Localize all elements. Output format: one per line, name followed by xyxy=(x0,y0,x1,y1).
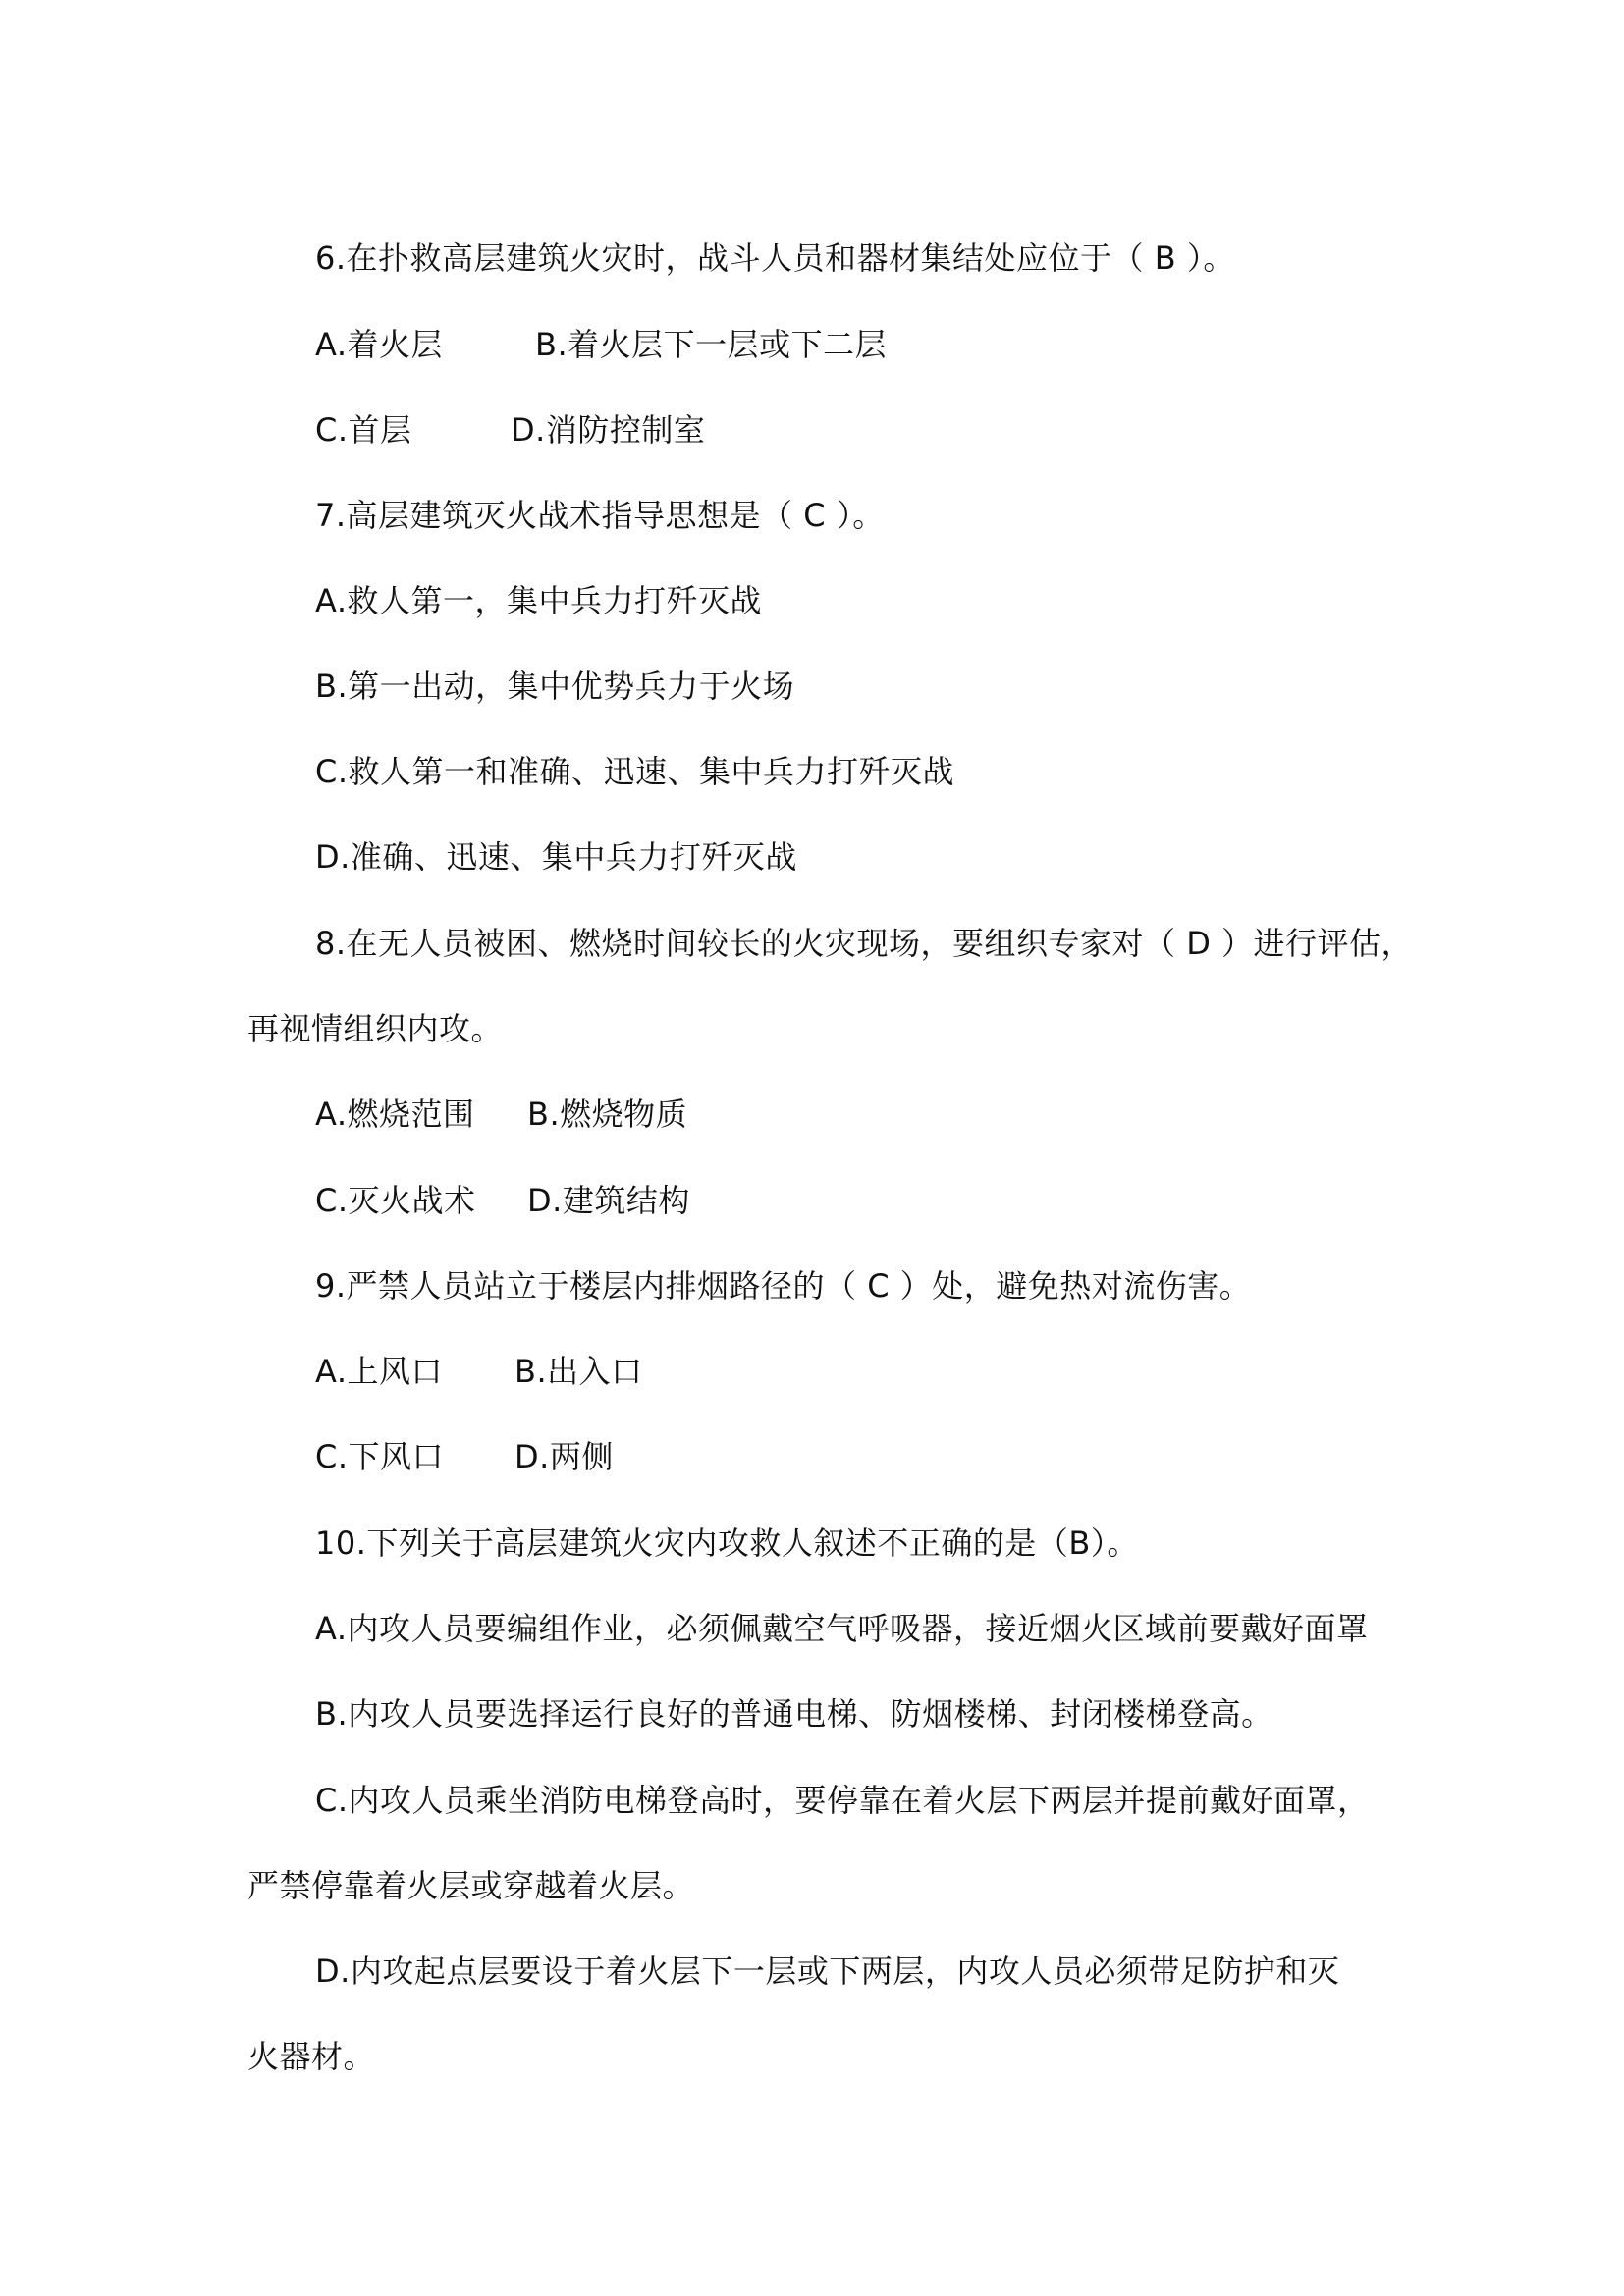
question-8-stem-line2: 再视情组织内攻。 xyxy=(247,1010,504,1047)
question-7-option-b: B.第一出动，集中优势兵力于火场 xyxy=(315,667,795,705)
question-9-options-row2 xyxy=(315,1437,614,1476)
question-7-option-a: A.救人第一，集中兵力打歼灭战 xyxy=(315,582,763,619)
question-8-stem-line1: 8.在无人员被困、燃烧时间较长的火灾现场，要组织专家对（ D ）进行评估， xyxy=(315,925,1414,962)
question-10-option-c-line2: 严禁停靠着火层或穿越着火层。 xyxy=(247,1867,695,1904)
question-6-option-b: B.着火层下一层或下二层 xyxy=(535,326,888,363)
question-8-option-b: B.燃烧物质 xyxy=(527,1095,688,1133)
question-6-options-row2 xyxy=(315,410,705,450)
question-9-option-c: C.下风口 xyxy=(315,1438,445,1475)
question-6-options-row1 xyxy=(315,325,887,364)
question-8-option-c: C.灭火战术 xyxy=(315,1182,476,1219)
question-6-option-a: A.着火层 xyxy=(315,326,444,363)
question-7-stem: 7.高层建筑灭火战术指导思想是（ C ）。 xyxy=(315,497,885,534)
question-9-option-d: D.两侧 xyxy=(514,1438,614,1475)
question-10-option-b: B.内攻人员要选择运行良好的普通电梯、防烟楼梯、封闭楼梯登高。 xyxy=(315,1695,1273,1733)
question-9-options-row1 xyxy=(315,1352,643,1391)
question-10-stem: 10.下列关于高层建筑火灾内攻救人叙述不正确的是（B）。 xyxy=(315,1524,1139,1562)
question-8-option-d: D.建筑结构 xyxy=(527,1182,690,1219)
question-9-option-a: A.上风口 xyxy=(315,1353,444,1390)
question-10-option-a: A.内攻人员要编组作业，必须佩戴空气呼吸器，接近烟火区域前要戴好面罩 xyxy=(315,1610,1369,1647)
question-6-option-d: D.消防控制室 xyxy=(511,411,706,449)
question-7-option-c: C.救人第一和准确、迅速、集中兵力打歼灭战 xyxy=(315,753,955,790)
question-6-stem: 6.在扑救高层建筑火灾时，战斗人员和器材集结处应位于（ B ）。 xyxy=(315,240,1235,277)
question-9-stem: 9.严禁人员站立于楼层内排烟路径的（ C ）处，避免热对流伤害。 xyxy=(315,1267,1252,1305)
question-7-option-d: D.准确、迅速、集中兵力打歼灭战 xyxy=(315,838,797,876)
question-10-option-d-line1: D.内攻起点层要设于着火层下一层或下两层，内攻人员必须带足防护和灭 xyxy=(315,1952,1340,1990)
question-8-options-row1 xyxy=(315,1095,687,1134)
question-6-option-c: C.首层 xyxy=(315,411,412,449)
question-8-option-a: A.燃烧范围 xyxy=(315,1095,475,1133)
question-9-option-b: B.出入口 xyxy=(514,1353,643,1390)
question-10-option-c-line1: C.内攻人员乘坐消防电梯登高时，要停靠在着火层下两层并提前戴好面罩， xyxy=(315,1782,1370,1819)
question-10-option-d-line2: 火器材。 xyxy=(247,2038,376,2075)
question-8-options-row2 xyxy=(315,1181,690,1220)
